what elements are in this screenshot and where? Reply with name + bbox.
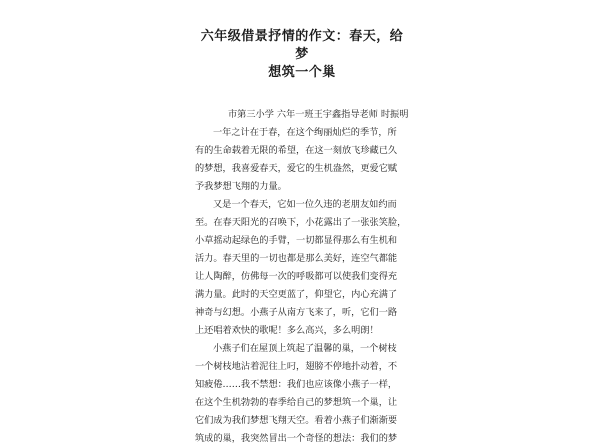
text-line: 让人陶醉，仿佛每一次的呼吸都可以使我们变得充: [195, 271, 398, 282]
text-line: 活力。春天里的一切也都是那么美好，连空气都能: [195, 253, 398, 264]
text-line: 知疲倦……我不禁想：我们也应该像小燕子一样，: [195, 379, 398, 390]
text-line: 上还唱着欢快的歌呢！多么高兴，多么明朗！: [195, 325, 379, 336]
author-byline: 市第三小学 六年一班王宇鑫指导老师 时振明: [228, 109, 409, 120]
text-line: 的梦想，我喜爱春天，爱它的生机盎然，更爱它赋: [195, 163, 398, 174]
text-line: 予我梦想飞翔的力量。: [195, 181, 287, 192]
text-line: 一个树枝地沾着泥往上叼，翅膀不停地扑动着，不: [195, 361, 398, 372]
paragraph-1: [195, 124, 409, 196]
text-line: 至。在春天阳光的召唤下，小花露出了一张张笑脸，: [195, 217, 407, 228]
text-line: 小燕子们在屋顶上筑起了温馨的巢，一个树枝: [213, 343, 397, 354]
text-line: 又是一个春天，它如一位久违的老朋友如约而: [213, 199, 397, 210]
text-line: 筑成的巢，我突然冒出一个奇怪的想法：我们的梦: [195, 433, 398, 444]
text-line: 神奇与幻想。小燕子从南方飞来了，听，它们一路: [195, 307, 398, 318]
paragraph-3: [195, 340, 409, 448]
text-line: 一年之计在于春，在这个绚丽灿烂的季节，所: [213, 127, 397, 138]
text-line: 小草摇动起绿色的手臂，一切都显得那么有生机和: [195, 235, 398, 246]
text-line: 它们成为我们梦想飞翔天空。看着小燕子们渐渐要: [195, 415, 398, 426]
text-line: 有的生命载着无限的希望，在这一刻放飞珍藏已久: [195, 145, 398, 156]
text-line: 在这个生机勃勃的春季给自己的梦想筑一个巢，让: [195, 397, 398, 408]
title-line-2: 想筑一个巢: [268, 65, 336, 80]
article: [195, 28, 409, 448]
paragraph-2: [195, 196, 409, 340]
article-title: [195, 28, 409, 82]
title-line-1: 六年级借景抒情的作文：春天，给梦: [200, 29, 404, 62]
text-line: 满力量。此时的天空更蓝了，仰望它，内心充满了: [195, 289, 398, 300]
